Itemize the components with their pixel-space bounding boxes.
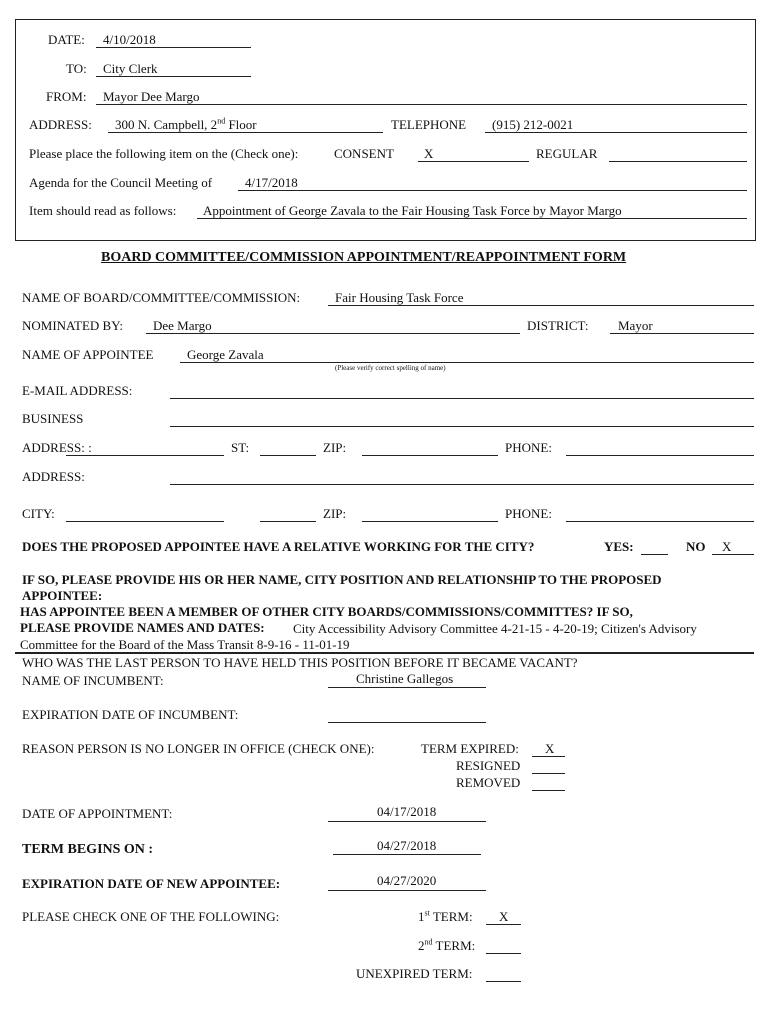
phone-field-line[interactable] (566, 455, 754, 456)
city-field-line[interactable] (66, 521, 224, 522)
expiration-new-field-line (328, 890, 486, 891)
expiration-new-value[interactable]: 04/27/2020 (377, 873, 437, 888)
zip2-label: ZIP: (323, 506, 347, 521)
item-read-label: Item should read as follows: (29, 203, 177, 218)
consent-field-line (418, 161, 529, 162)
from-label: FROM: (46, 89, 87, 104)
unexpired-term-field-line (486, 981, 521, 982)
removed-label: REMOVED (456, 775, 521, 790)
telephone-label: TELEPHONE (391, 117, 467, 132)
to-label: TO: (66, 61, 87, 76)
st-label: ST: (231, 440, 250, 455)
business-address-label: ADDRESS: : (22, 440, 92, 455)
term-expired-label: TERM EXPIRED: (421, 741, 519, 756)
second-term-field-line (486, 953, 521, 954)
removed-field-line (532, 790, 565, 791)
form-title: BOARD COMMITTEE/COMMISSION APPOINTMENT/REAPPOINTMENT FORM (101, 250, 627, 265)
item-read-value[interactable]: Appointment of George Zavala to the Fair Housing Task Force by Mayor Margo (203, 203, 622, 218)
date-appointment-label: DATE OF APPOINTMENT: (22, 806, 173, 821)
term-begins-field-line (333, 854, 481, 855)
no-field-line (712, 554, 754, 555)
first-term-label: 1st TERM: (418, 908, 473, 924)
member-question-line2: PLEASE PROVIDE NAMES AND DATES: (20, 620, 265, 635)
second-term-label: 2nd TERM: (418, 937, 476, 953)
appointee-field-line (180, 362, 754, 363)
phone2-field-line[interactable] (566, 521, 754, 522)
unexpired-term-label: UNEXPIRED TERM: (356, 966, 473, 981)
term-begins-value[interactable]: 04/27/2018 (377, 838, 437, 853)
if-so-text: IF SO, PLEASE PROVIDE HIS OR HER NAME, CITY POSITION AND RELATIONSHIP TO THE PROPOSED APPOINTEE: (22, 572, 662, 603)
yes-field-line (641, 554, 668, 555)
regular-field-line (609, 161, 747, 162)
nominated-label: NOMINATED BY: (22, 318, 123, 333)
from-value[interactable]: Mayor Dee Margo (103, 89, 200, 104)
date-appointment-value[interactable]: 04/17/2018 (377, 804, 437, 819)
date-appointment-field-line (328, 821, 486, 822)
telephone-value[interactable]: (915) 212-0021 (492, 117, 574, 132)
last-person-question: WHO WAS THE LAST PERSON TO HAVE HELD THIS POSITION BEFORE IT BECAME VACANT? (22, 655, 578, 670)
zip-field-line[interactable] (362, 455, 498, 456)
date-value[interactable]: 4/10/2018 (103, 32, 156, 47)
verify-note: (Please verify correct spelling of name) (335, 364, 446, 372)
check-one-label: PLEASE CHECK ONE OF THE FOLLOWING: (22, 909, 280, 924)
to-value[interactable]: City Clerk (103, 61, 158, 76)
yes-label: YES: (604, 539, 634, 554)
appointee-label: NAME OF APPOINTEE (22, 347, 154, 362)
agenda-value[interactable]: 4/17/2018 (245, 175, 298, 190)
agenda-field-line (238, 190, 747, 191)
city-label: CITY: (22, 506, 55, 521)
term-expired-value[interactable]: X (545, 741, 555, 756)
member-answer-line1[interactable]: City Accessibility Advisory Committee 4-21-15 - 4-20-19; Citizen's Advisory (293, 621, 697, 636)
phone2-label: PHONE: (505, 506, 552, 521)
place-item-text: Please place the following item on the (Check one): (29, 146, 299, 161)
resigned-field-line (532, 773, 565, 774)
reason-label: REASON PERSON IS NO LONGER IN OFFICE (CHECK ONE): (22, 741, 375, 756)
term-begins-label: TERM BEGINS ON : (22, 842, 154, 857)
district-label: DISTRICT: (527, 318, 589, 333)
regular-label: REGULAR (536, 146, 598, 161)
address2-label: ADDRESS: (22, 469, 85, 484)
board-label: NAME OF BOARD/COMMITTEE/COMMISSION: (22, 290, 301, 305)
incumbent-field-line (328, 687, 486, 688)
nominated-value[interactable]: Dee Margo (153, 318, 212, 333)
board-value[interactable]: Fair Housing Task Force (335, 290, 464, 305)
zip2-field-line[interactable] (362, 521, 498, 522)
no-value[interactable]: X (722, 539, 732, 554)
relative-question: DOES THE PROPOSED APPOINTEE HAVE A RELATIVE WORKING FOR THE CITY? (22, 539, 535, 554)
member-answer-line2[interactable]: Committee for the Board of the Mass Transit 8-9-16 - 11-01-19 (20, 637, 350, 652)
zip-label: ZIP: (323, 440, 347, 455)
expiration-incumbent-field-line (328, 722, 486, 723)
expiration-incumbent-label: EXPIRATION DATE OF INCUMBENT: (22, 707, 239, 722)
st-field-line[interactable] (260, 455, 316, 456)
email-field-line[interactable] (170, 398, 754, 399)
district-value[interactable]: Mayor (618, 318, 653, 333)
business-label: BUSINESS (22, 411, 84, 426)
address-value[interactable]: 300 N. Campbell, 2nd Floor (115, 116, 257, 132)
member-question-line1: HAS APPOINTEE BEEN A MEMBER OF OTHER CITY BOARDS/COMMISSIONS/COMMITTES? IF SO, (20, 604, 633, 619)
no-label: NO (686, 539, 706, 554)
business-address-field-line[interactable] (66, 455, 224, 456)
state-field-line[interactable] (260, 521, 316, 522)
expiration-new-label: EXPIRATION DATE OF NEW APPOINTEE: (22, 876, 281, 891)
consent-label: CONSENT (334, 146, 394, 161)
email-label: E-MAIL ADDRESS: (22, 383, 133, 398)
appointee-value[interactable]: George Zavala (187, 347, 264, 362)
phone-label: PHONE: (505, 440, 552, 455)
address2-field-line[interactable] (170, 484, 754, 485)
address-label: ADDRESS: (29, 117, 92, 132)
consent-value[interactable]: X (424, 146, 434, 161)
agenda-label: Agenda for the Council Meeting of (29, 175, 213, 190)
incumbent-value[interactable]: Christine Gallegos (356, 671, 454, 686)
date-label: DATE: (48, 32, 85, 47)
resigned-label: RESIGNED (456, 758, 521, 773)
first-term-value[interactable]: X (499, 909, 509, 924)
member-answer-underline (15, 652, 754, 654)
incumbent-label: NAME OF INCUMBENT: (22, 673, 164, 688)
business-field-line[interactable] (170, 426, 754, 427)
